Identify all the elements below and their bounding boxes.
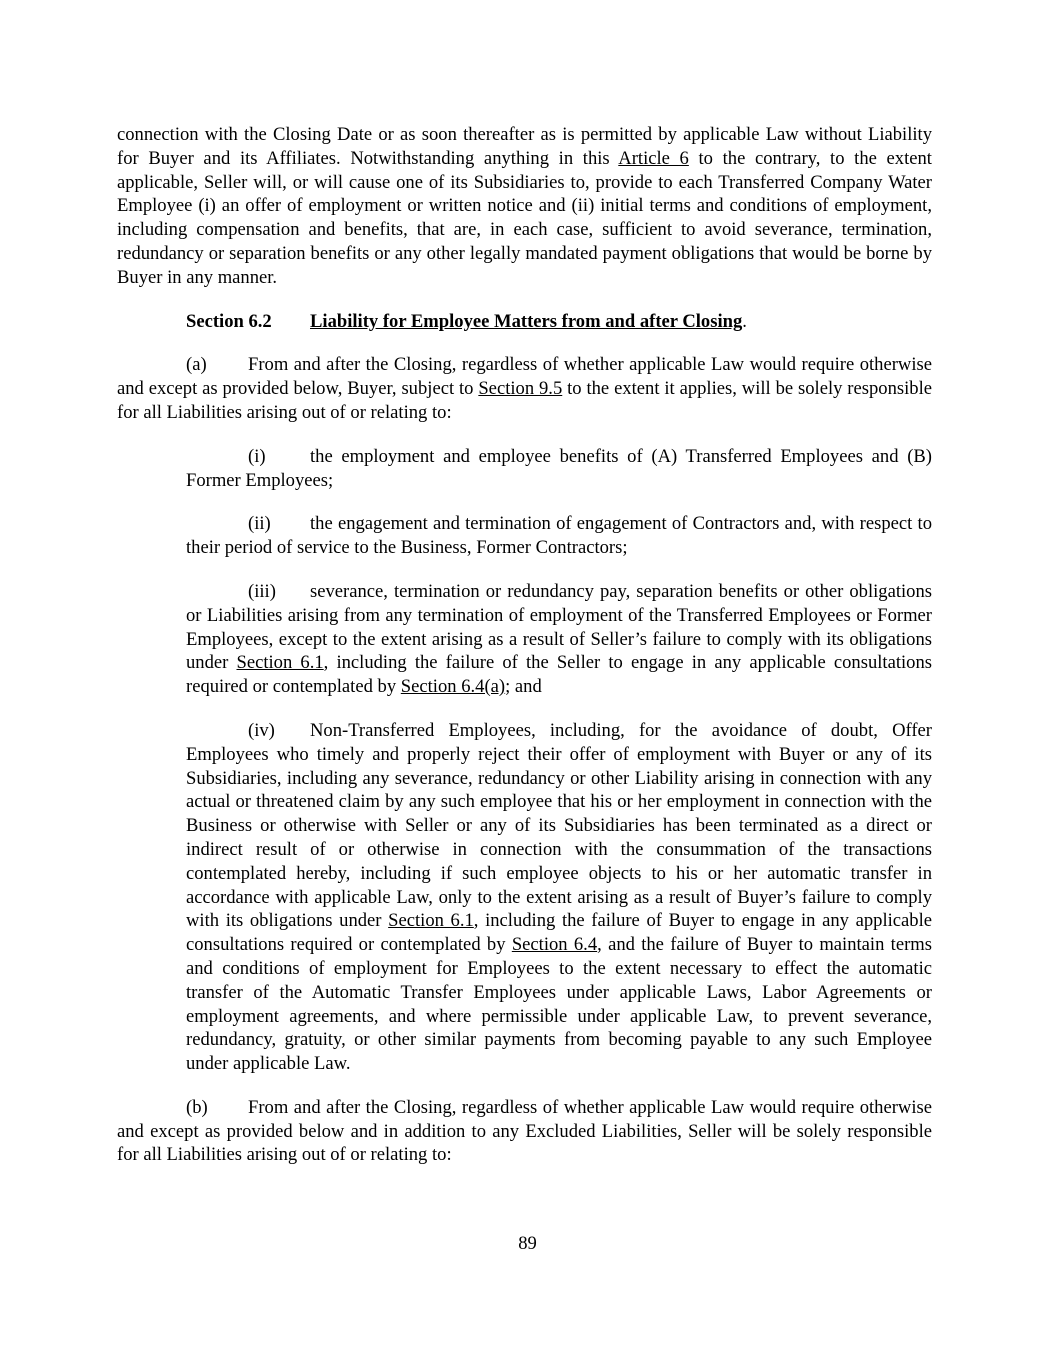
item-i-label: (i) — [248, 445, 266, 467]
paragraph-a-text-2: to the extent it applies, will be solely responsible for all Liabilities arising out of or relating to: — [117, 378, 932, 423]
item-iii-label: (iii) — [248, 580, 276, 602]
item-iii-text-3: ; and — [505, 676, 542, 698]
document-page — [117, 123, 932, 1187]
item-ii-text: the engagement and termination of engagement of Contractors and, with respect to their period of service to the Business, Former Contractors; — [186, 513, 932, 559]
section-6-1-reference: Section 6.1 — [388, 910, 474, 932]
section-9-5-reference: Section 9.5 — [478, 378, 563, 400]
item-iv-text-1: Non-Transferred Employees, including, for the avoidance of doubt, Offer Employees who timely and properly reject their offer of employment with Buyer or any of its Subsidiaries, including any severance, redundancy or other Liability arising in connection with any actual or threatened claim by any such employee that his or her employment in connection with the Business or otherwise with Seller or any of its Subsidiaries has been terminated as a direct or indirect result of or otherwise in connection with the consummation of the transactions contemplated hereby, including if such employee objects to his or her automatic transfer in accordance with applicable Law, only to the extent arising as a result of Buyer’s failure to comply with its obligations under — [186, 719, 932, 932]
paragraph-b-label: (b) — [186, 1096, 208, 1118]
paragraph-a — [117, 353, 932, 424]
page-number: 89 — [518, 1233, 537, 1254]
item-iv-text-2: , including the failure of Buyer to engage in any applicable consultations required or contemplated by — [186, 910, 932, 956]
item-i-text: the employment and employee benefits of (A) Transferred Employees and (B) Former Employees; — [186, 445, 932, 491]
section-title: Liability for Employee Matters from and after Closing — [310, 310, 743, 332]
section-number: Section 6.2 — [186, 310, 272, 332]
item-iv-text-3: , and the failure of Buyer to maintain terms and conditions of employment for Employees to the extent necessary to effect the automatic transfer of the Automatic Transfer Employees under applicable Laws, Labor Agreements or employment agreements, and where permissible under applicable Law, to prevent severance, redundancy, gratuity, or other similar payments from becoming payable to any such Employee under applicable Law. — [186, 934, 932, 1075]
item-iii — [186, 580, 932, 699]
item-i — [186, 445, 932, 493]
item-iv — [186, 719, 932, 1076]
article-6-reference: Article 6 — [618, 147, 689, 169]
item-iii-text-2: , including the failure of the Seller to engage in any applicable consultations required or contemplated by — [186, 652, 933, 698]
intro-text-1: connection with the Closing Date or as soon thereafter as is permitted by applicable Law without Liability for Buyer and its Affiliates. Notwithstanding anything in this — [117, 124, 932, 169]
item-iv-label: (iv) — [248, 719, 275, 741]
paragraph-b — [117, 1096, 932, 1167]
section-6-4-reference: Section 6.4 — [511, 934, 598, 956]
intro-text-2: to the contrary, to the extent applicable, Seller will, or will cause one of its Subsidiaries to, provide to each Transferred Company Water Employee (i) an offer of employment or written notice and (ii) initial terms and conditions of employment, including compensation and benefits, that are, in each case, sufficient to avoid severance, termination, redundancy or separation benefits or any other legally mandated payment obligations that would be borne by Buyer in any manner. — [117, 147, 932, 288]
section-heading — [186, 310, 932, 334]
item-iii-text-1: severance, termination or redundancy pay, separation benefits or other obligations or Liabilities arising from any termination of employment of the Transferred Employees or Former Employees, except to the extent arising as a result of Seller’s failure to comply with its obligations under — [186, 580, 932, 674]
paragraph-a-label: (a) — [186, 354, 207, 376]
section-6-4a-reference: Section 6.4(a) — [400, 676, 506, 698]
paragraph-b-text: From and after the Closing, regardless of whether applicable Law would require otherwise and except as provided below and in addition to any Excluded Liabilities, Seller will be solely responsible for all Liabilities arising out of or relating to: — [117, 1096, 932, 1166]
item-ii-label: (ii) — [248, 513, 271, 535]
intro-paragraph — [117, 123, 932, 290]
section-title-period: . — [742, 310, 747, 332]
paragraph-a-text-1: From and after the Closing, regardless of whether applicable Law would require otherwise and except as provided below, Buyer, subject to — [117, 354, 932, 400]
section-6-1-reference: Section 6.1 — [236, 652, 324, 674]
item-ii — [186, 512, 932, 560]
